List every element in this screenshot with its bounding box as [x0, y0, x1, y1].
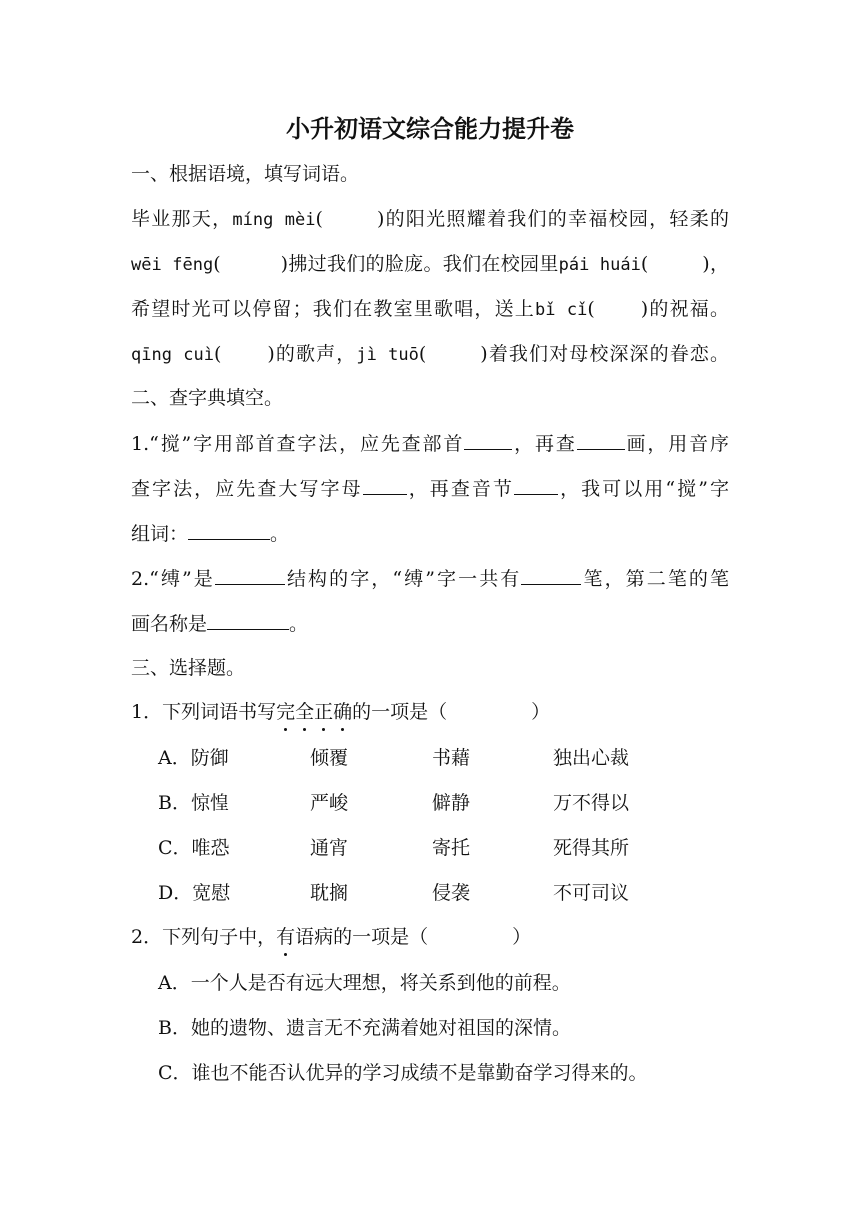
- option-word: B．惊惶: [158, 792, 229, 814]
- text: 2．下列句子中，: [131, 926, 277, 948]
- section1-line-4: [131, 342, 729, 367]
- text: )，: [702, 253, 729, 275]
- text: )的歌声，: [267, 343, 357, 365]
- text: )的阳光照耀着我们的幸福校园，轻柔的: [376, 208, 729, 230]
- option-word: C．唯恐: [158, 837, 230, 859]
- section2-q1-line-1: [131, 431, 729, 456]
- text: 1．下列词语书写: [131, 701, 277, 723]
- pinyin-ji-tuo: jì tuō: [356, 345, 419, 365]
- text: 。: [270, 523, 290, 545]
- option-word: 倾覆: [310, 747, 349, 769]
- text: )着我们对母校深深的眷恋。: [480, 343, 729, 365]
- open-paren: (: [213, 253, 221, 275]
- section2-q1-line-3: [131, 521, 289, 546]
- section3-q2-stem: [131, 925, 531, 949]
- text: 。: [289, 613, 309, 635]
- pinyin-pai-huai: pái huái: [558, 255, 641, 275]
- text: 希望时光可以停留；我们在教室里歌唱，送上: [131, 298, 535, 320]
- text: )的祝福。: [640, 298, 729, 320]
- fill-blank-letter[interactable]: [363, 476, 407, 495]
- text: )拂过我们的脸庞。我们在校园里: [280, 253, 559, 275]
- section3-heading: 三、选择题。: [131, 657, 246, 679]
- text: 画名称是: [131, 613, 208, 635]
- section2-heading: 二、查字典填空。: [131, 387, 284, 409]
- pinyin-qing-cui: qīng cuì: [131, 345, 214, 365]
- open-paren: (: [587, 298, 595, 320]
- text: ，再查音节: [406, 478, 515, 500]
- section3-q1-stem: [131, 700, 550, 724]
- text: 的一项是（: [352, 701, 448, 723]
- text: 语病的一项是（: [295, 926, 429, 948]
- option-word: 书藉: [432, 747, 471, 769]
- open-paren: (: [213, 343, 222, 365]
- option-word: 侵袭: [432, 882, 471, 904]
- emphasis-char: 有: [276, 926, 296, 948]
- fill-blank-stroke-name[interactable]: [207, 611, 289, 630]
- emphasis-char: 正: [314, 701, 334, 723]
- open-paren: (: [640, 253, 649, 275]
- section2-q2-line-2: [131, 611, 308, 636]
- text: ）: [531, 701, 551, 723]
- page-title: 小升初语文综合能力提升卷: [286, 114, 574, 143]
- option-word: D．宽慰: [158, 882, 231, 904]
- section2-q1-line-2: [131, 476, 729, 501]
- option-word: 耽搁: [310, 882, 349, 904]
- text: ，我可以用“搅”字: [558, 478, 729, 500]
- open-paren: (: [418, 343, 427, 365]
- q2-option-b[interactable]: B．她的遗物、遗言无不充满着她对祖国的深情。: [158, 1017, 571, 1039]
- option-word: A．防御: [158, 747, 229, 769]
- text: 查字法，应先查大写字母: [131, 478, 363, 500]
- fill-blank-syllable[interactable]: [514, 476, 558, 495]
- text: 毕业那天，: [131, 208, 233, 230]
- section2-q2-line-1: [131, 566, 729, 591]
- emphasis-char: 全: [295, 701, 315, 723]
- text: 组词：: [131, 523, 189, 545]
- option-word: 死得其所: [553, 837, 630, 859]
- q2-option-a[interactable]: A．一个人是否有远大理想，将关系到他的前程。: [158, 972, 571, 994]
- emphasis-char: 确: [333, 701, 353, 723]
- fill-blank-stroke-count[interactable]: [521, 566, 581, 585]
- option-word: 严峻: [310, 792, 349, 814]
- open-paren: (: [315, 208, 323, 230]
- fill-blank-radical[interactable]: [464, 431, 512, 450]
- option-word: 不可司议: [553, 882, 630, 904]
- text: 2.“缚”是: [131, 568, 215, 590]
- section1-line-2: [131, 252, 729, 277]
- option-word: 万不得以: [553, 792, 630, 814]
- text: ，再查: [512, 433, 577, 455]
- emphasis-char: 完: [276, 701, 296, 723]
- pinyin-ming-mei: míng mèi: [232, 210, 316, 230]
- text: 1.“搅”字用部首查字法，应先查部首: [131, 433, 465, 455]
- option-word: 寄托: [432, 837, 471, 859]
- text: ）: [512, 926, 532, 948]
- section1-heading: 一、根据语境，填写词语。: [131, 163, 360, 185]
- option-word: 僻静: [432, 792, 471, 814]
- option-word: 通宵: [310, 837, 349, 859]
- pinyin-bi-ci: bǐ cǐ: [534, 300, 588, 320]
- fill-blank-strokes[interactable]: [577, 431, 625, 450]
- text: 画，用音序: [624, 433, 729, 455]
- section1-line-3: [131, 297, 729, 322]
- fill-blank-word[interactable]: [188, 521, 270, 540]
- q2-option-c[interactable]: C．谁也不能否认优异的学习成绩不是靠勤奋学习得来的。: [158, 1062, 648, 1084]
- pinyin-wei-feng: wēi fēng: [131, 255, 214, 275]
- fill-blank-structure[interactable]: [215, 566, 285, 585]
- section1-line-1: [131, 207, 729, 232]
- text: 笔，第二笔的笔: [581, 568, 729, 590]
- text: 结构的字，“缚”字一共有: [284, 568, 522, 590]
- option-word: 独出心裁: [553, 747, 630, 769]
